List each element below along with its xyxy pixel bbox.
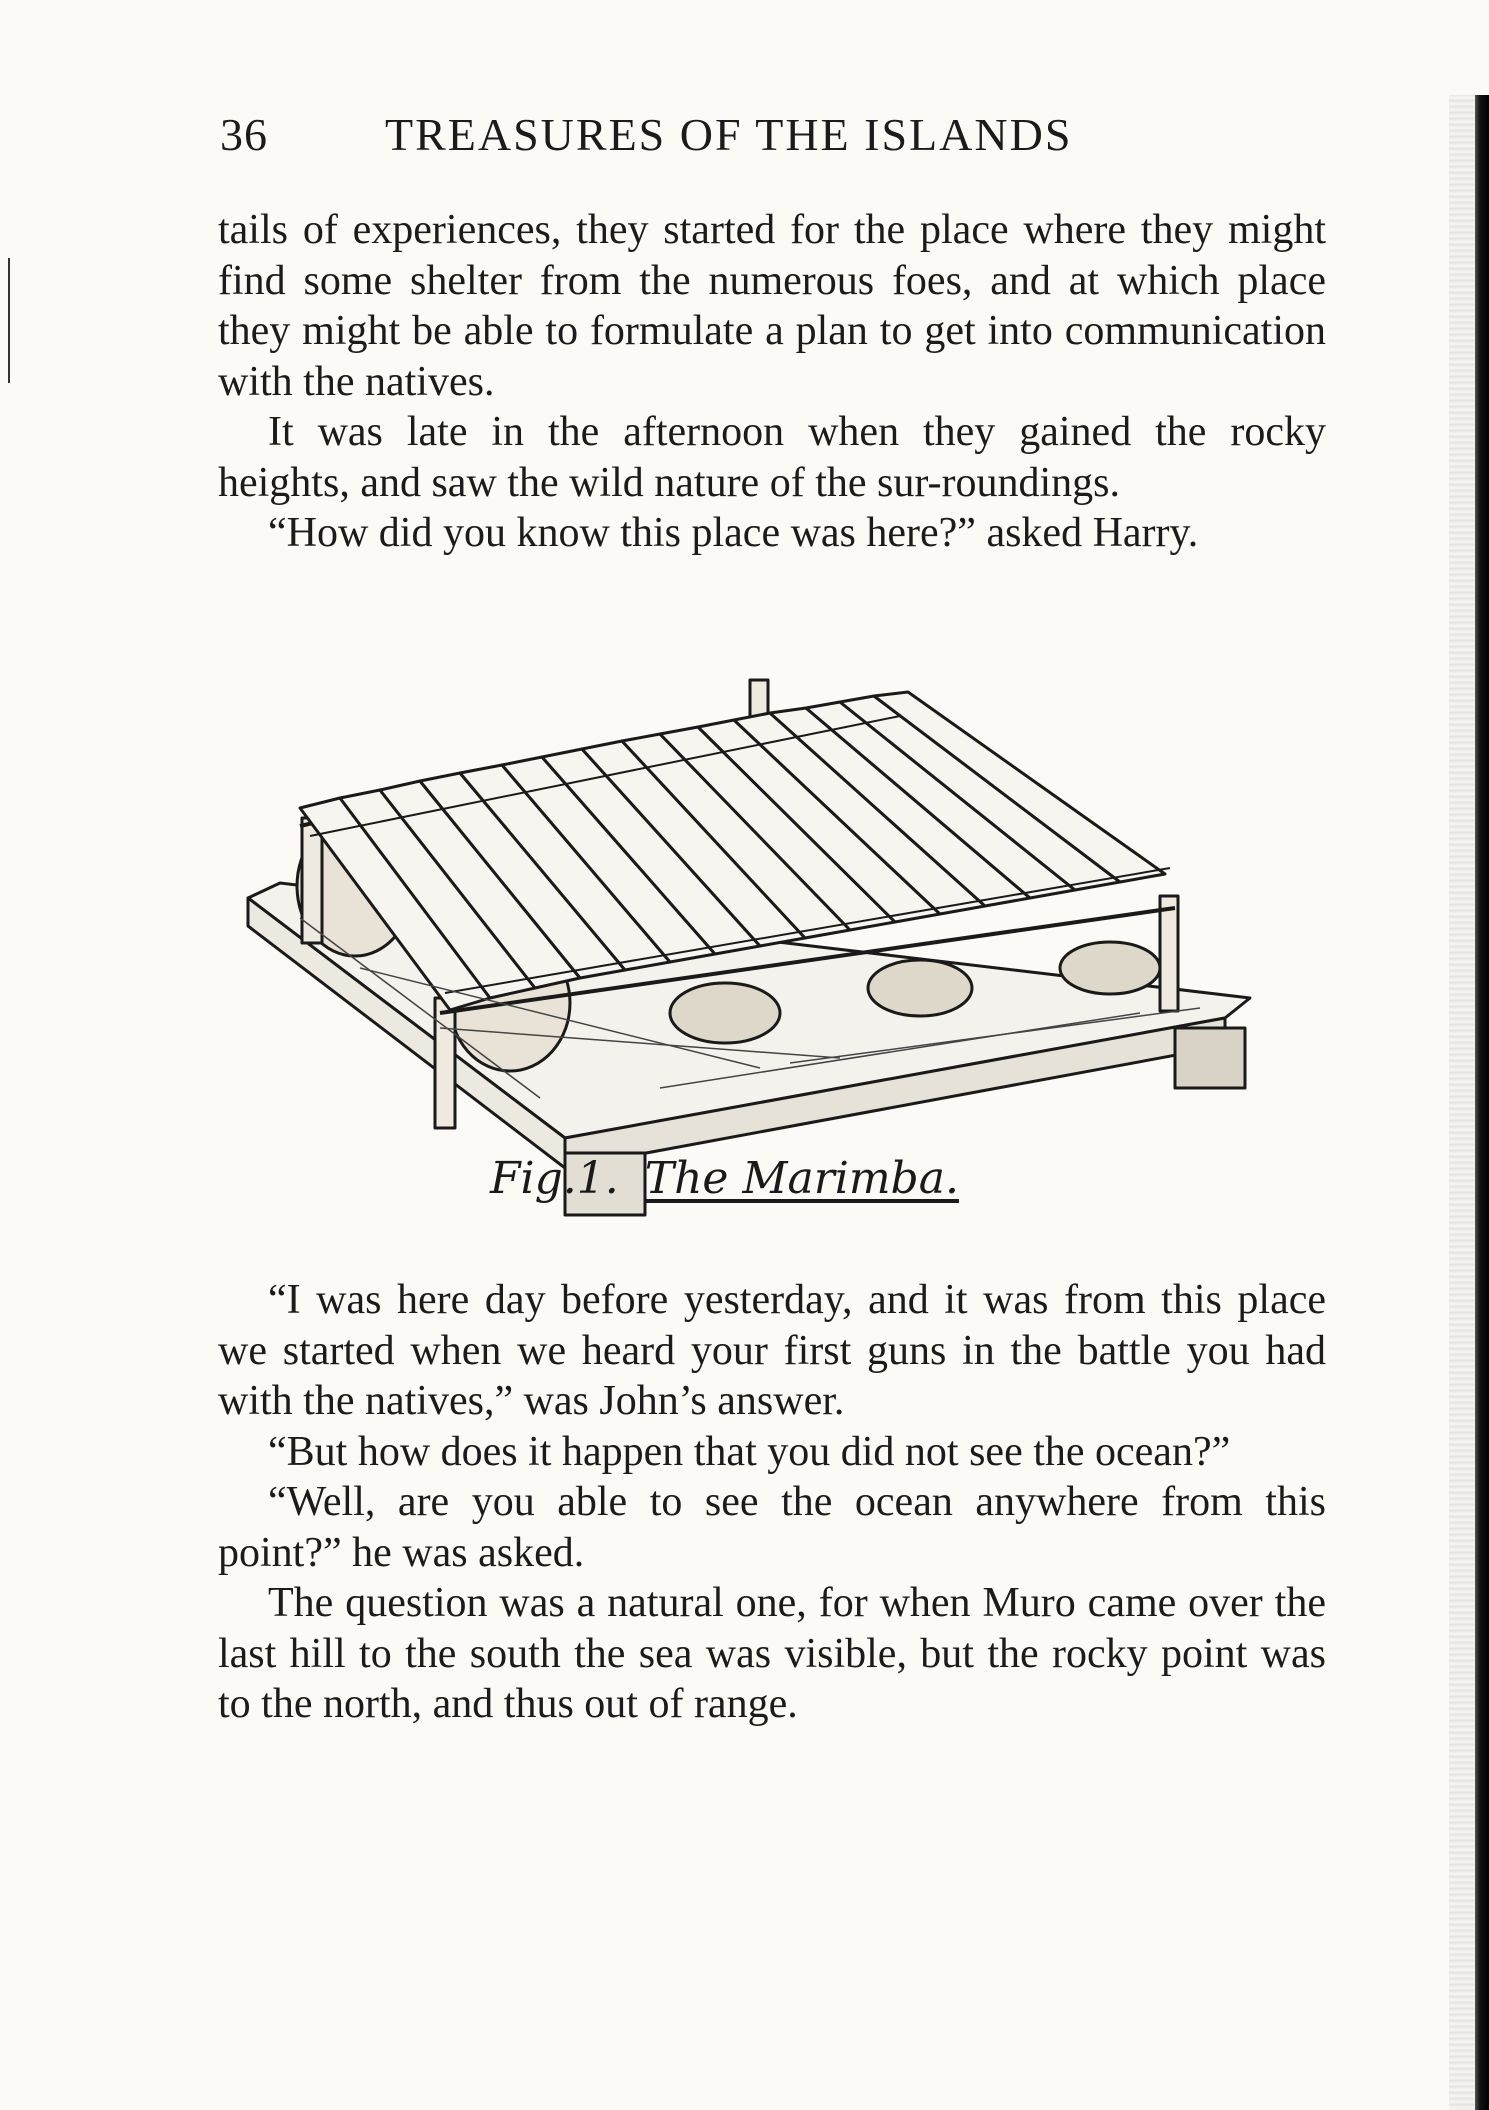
page-number: 36 [220, 109, 268, 160]
figure-title: The Marimba. [644, 1153, 959, 1204]
text-block-bottom [218, 1275, 1326, 1730]
paragraph: “I was here day before yesterday, and it was from this place we started when we heard your first guns in the battle you had with the natives,” was John’s answer. [218, 1277, 1326, 1424]
paragraph: “But how does it happen that you did not see the ocean?” [268, 1428, 1231, 1475]
marimba-figure [240, 668, 1320, 1228]
margin-mark [8, 258, 10, 383]
figure-caption [490, 1153, 1190, 1204]
paragraph: tails of experiences, they started for the place where they might find some shelter from the numerous foes, and at which place they might be able to formulate a plan to get into communication with the natives. [218, 207, 1326, 405]
figure-label: Fig.1. [490, 1153, 619, 1204]
paragraph: “Well, are you able to see the ocean anywhere from this point?” he was asked. [218, 1479, 1326, 1576]
post [1160, 896, 1178, 1011]
marimba-illustration [240, 668, 1320, 1228]
paragraph: The question was a natural one, for when Muro came over the last hill to the south the sea was visible, but the rocky point was to the north, and thus out of range. [218, 1580, 1326, 1727]
post [302, 818, 322, 943]
gourd [670, 983, 780, 1043]
gourd [868, 960, 972, 1016]
running-title: TREASURES OF THE ISLANDS [385, 109, 1073, 160]
binding-edge [1475, 95, 1489, 2110]
text-block-top [218, 205, 1326, 559]
gourd [1060, 942, 1160, 994]
page-header [220, 108, 1320, 172]
paragraph: “How did you know this place was here?” asked Harry. [268, 510, 1199, 556]
binding-shadow [1449, 95, 1475, 2110]
paragraph: It was late in the afternoon when they gained the rocky heights, and saw the wild nature of the sur-roundings. [218, 409, 1326, 506]
post [435, 998, 455, 1128]
foot-right [1175, 1028, 1245, 1088]
